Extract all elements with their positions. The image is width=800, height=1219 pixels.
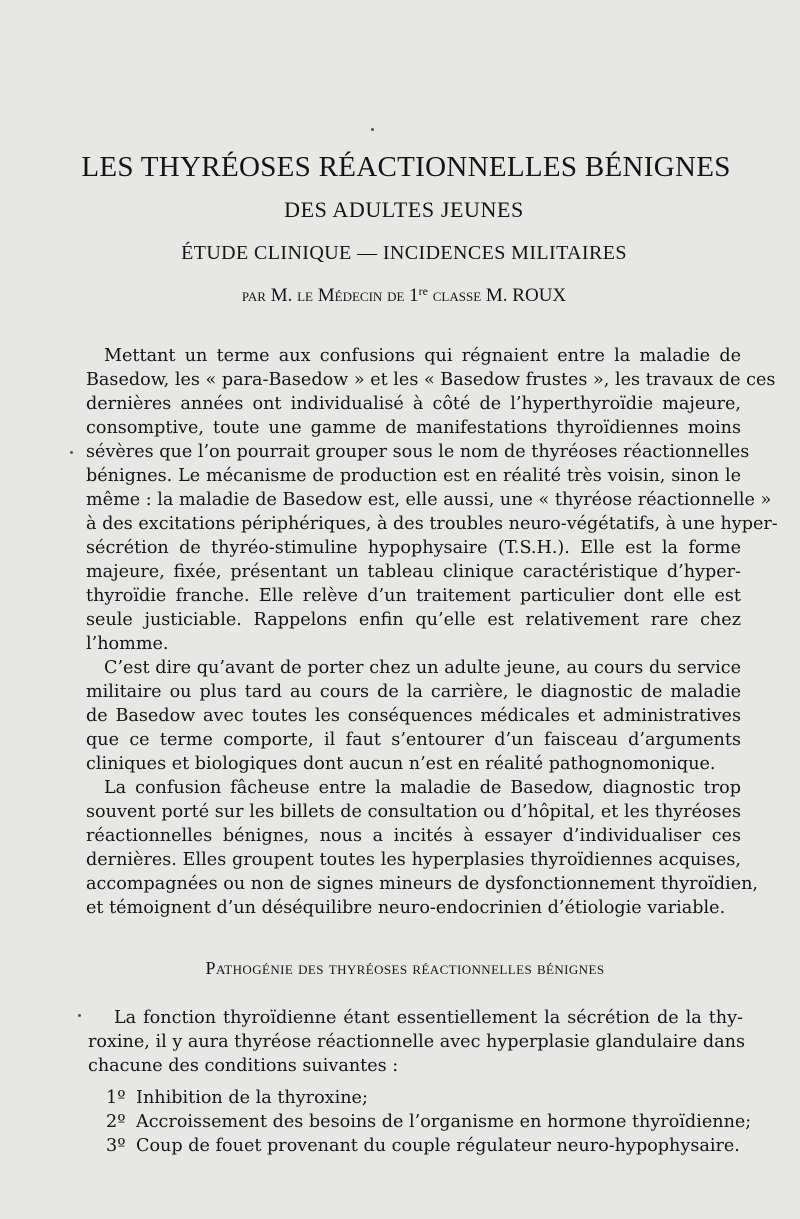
body-p1-line: Basedow, les « para-Basedow » et les « Basedow frustes », les travaux de ces (86, 370, 776, 390)
byline-m2: M. (485, 285, 508, 306)
body-p3-line: souvent porté sur les billets de consultation ou d’hôpital, et les thyréoses (86, 802, 741, 822)
scan-speck (78, 1014, 81, 1017)
list-item (106, 1110, 751, 1134)
list-item-text: Inhibition de la thyroxine; (136, 1088, 368, 1108)
body-p3-line: accompagnées ou non de signes mineurs de dysfonctionnement thyroïdien, (86, 874, 759, 894)
body-p2-line: de Basedow avec toutes les conséquences médicales et administratives (86, 706, 741, 726)
byline-author: ROUX (512, 285, 567, 306)
byline-class-sup: re (418, 284, 428, 298)
body-p3-line: dernières. Elles groupent toutes les hyperplasies thyroïdiennes acquises, (86, 850, 741, 870)
article-title-line-2: DES ADULTES JEUNES (284, 197, 524, 222)
body-p1-line: thyroïdie franche. Elle relève d’un traitement particulier dont elle est (86, 586, 741, 606)
body-p1-line: consomptive, toute une gamme de manifestations thyroïdiennes moins (86, 418, 741, 438)
body-p3-line: réactionnelles bénignes, nous a incités à essayer d’individualiser ces (86, 826, 741, 846)
body-p1-line: dernières années ont individualisé à côté de l’hyperthyroïdie majeure, (86, 394, 741, 414)
article-subtitle: ÉTUDE CLINIQUE — INCIDENCES MILITAIRES (181, 242, 627, 264)
body-p1-line: l’homme. (86, 634, 169, 654)
author-byline (0, 284, 800, 307)
byline-role-medecin: Médecin (317, 285, 383, 306)
byline-m1: M. (270, 285, 293, 306)
body-p1-line: sévères que l’on pourrait grouper sous le nom de thyréoses réactionnelles (86, 442, 750, 462)
byline-par: par (241, 285, 266, 306)
list-item-number: 3º (106, 1136, 126, 1156)
byline-role-classe: classe (432, 285, 482, 306)
section-heading: Pathogénie des thyréoses réactionnelles bénignes (205, 958, 605, 978)
body-p1-line: seule justiciable. Rappelons enfin qu’elle est relativement rare chez (86, 610, 741, 630)
list-item (106, 1134, 740, 1158)
scan-speck (70, 451, 73, 454)
body-p1-line: Mettant un terme aux confusions qui régnaient entre la maladie de (104, 346, 741, 366)
body-p1-line: à des excitations périphériques, à des troubles neuro-végétatifs, à une hyper- (86, 514, 778, 534)
body-p3-line: La confusion fâcheuse entre la maladie de Basedow, diagnostic trop (104, 778, 741, 798)
body-p1-line: sécrétion de thyréo-stimuline hypophysaire (T.S.H.). Elle est la forme (86, 538, 741, 558)
byline-class-num: 1re (409, 284, 428, 306)
list-item-number: 1º (106, 1088, 126, 1108)
section-p1-line: roxine, il y aura thyréose réactionnelle avec hyperplasie glandulaire dans (88, 1032, 745, 1052)
article-title-line-1: LES THYRÉOSES RÉACTIONNELLES BÉNIGNES (81, 151, 731, 183)
scan-speck (371, 128, 374, 131)
body-p1-line: bénignes. Le mécanisme de production est en réalité très voisin, sinon le (86, 466, 741, 486)
body-p2-line: C’est dire qu’avant de porter chez un adulte jeune, au cours du service (104, 658, 741, 678)
body-p2-line: militaire ou plus tard au cours de la carrière, le diagnostic de maladie (86, 682, 741, 702)
body-p2-line: que ce terme comporte, il faut s’entourer d’un faisceau d’arguments (86, 730, 741, 750)
section-p1-line: chacune des conditions suivantes : (88, 1056, 399, 1076)
list-item (106, 1086, 368, 1110)
list-item-text: Coup de fouet provenant du couple régulateur neuro-hypophysaire. (136, 1136, 740, 1156)
list-item-number: 2º (106, 1112, 126, 1132)
body-p1-line: majeure, fixée, présentant un tableau clinique caractéristique d’hyper- (86, 562, 741, 582)
section-p1-line: La fonction thyroïdienne étant essentiellement la sécrétion de la thy- (114, 1008, 743, 1028)
body-p3-line: et témoignent d’un déséquilibre neuro-endocrinien d’étiologie variable. (86, 898, 726, 918)
list-item-text: Accroissement des besoins de l’organisme en hormone thyroïdienne; (136, 1112, 752, 1132)
byline-role-de: de (387, 285, 405, 306)
byline-role-le: le (297, 285, 313, 306)
body-p1-line: même : la maladie de Basedow est, elle aussi, une « thyréose réactionnelle » (86, 490, 772, 510)
body-p2-line: cliniques et biologiques dont aucun n’est en réalité pathognomonique. (86, 754, 716, 774)
